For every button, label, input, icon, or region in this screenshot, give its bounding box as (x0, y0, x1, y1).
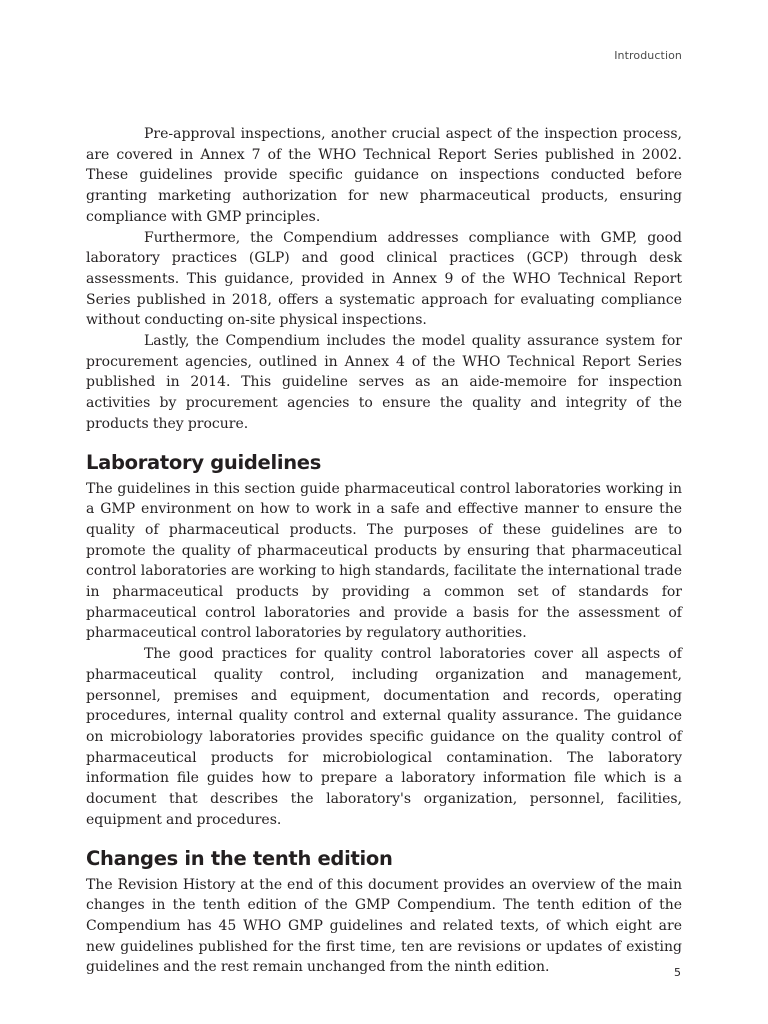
laboratory-section (86, 450, 682, 831)
laboratory-guidelines-heading: Laboratory guidelines (86, 450, 322, 474)
intro-paragraph-pre-approval: Pre-approval inspections, another crucial aspect of the inspection process, are covered in Annex 7 of the WHO Technical Report Series published in 2002. These guidelines provide specific guidance on inspections conducted before granting marketing authorization for new pharmaceutical products, ensuring compliance with GMP principles. (86, 126, 682, 225)
changes-section (86, 846, 682, 979)
running-head: Introduction (614, 49, 682, 62)
laboratory-paragraph-purpose: The guidelines in this section guide pharmaceutical control laboratories working in a GMP environment on how to work in a safe and effective manner to ensure the quality of pharmaceutical products. The purposes of these guidelines are to promote the quality of pharmaceutical products by ensuring that pharmaceutical control laboratories are working to high standards, facilitate the international trade in pharmaceutical products by providing a common set of standards for pharmaceutical control laboratories and provide a basis for the assessment of pharmaceutical control laboratories by regulatory authorities. (86, 480, 682, 642)
intro-paragraph-desk-assessments: Furthermore, the Compendium addresses compliance with GMP, good laboratory practices (GLP) and good clinical practices (GCP) through desk assessments. This guidance, provided in Annex 9 of the WHO Technical Report Series published in 2018, offers a systematic approach for evaluating compliance without conducting on-site physical inspections. (86, 229, 682, 329)
page-content (86, 124, 682, 978)
intro-section (86, 124, 682, 435)
laboratory-paragraph-good-practices: The good practices for quality control laboratories cover all aspects of pharmaceutical quality control, including organization and management, personnel, premises and equipment, documentation and records, operating procedures, internal quality control and external quality assurance. The guidance on microbiology laboratories provides specific guidance on the quality control of pharmaceutical products for microbiological contamination. The laboratory information file guides how to prepare a laboratory information file which is a document that describes the laboratory's organization, personnel, facilities, equipment and procedures. (86, 646, 682, 828)
intro-paragraph-procurement: Lastly, the Compendium includes the model quality assurance system for procurement agencies, outlined in Annex 4 of the WHO Technical Report Series published in 2014. This guideline serves as an aide-memoire for inspection activities by procurement agencies to ensure the quality and integrity of the products they procure. (86, 333, 682, 432)
page-number: 5 (674, 966, 681, 979)
changes-paragraph-revision-history: The Revision History at the end of this document provides an overview of the main changes in the tenth edition of the GMP Compendium. The tenth edition of the Compendium has 45 WHO GMP guidelines and related texts, of which eight are new guidelines published for the first time, ten are revisions or updates of existing guidelines and the rest remain unchanged from the ninth edition. (86, 876, 682, 976)
changes-tenth-edition-heading: Changes in the tenth edition (86, 846, 393, 870)
